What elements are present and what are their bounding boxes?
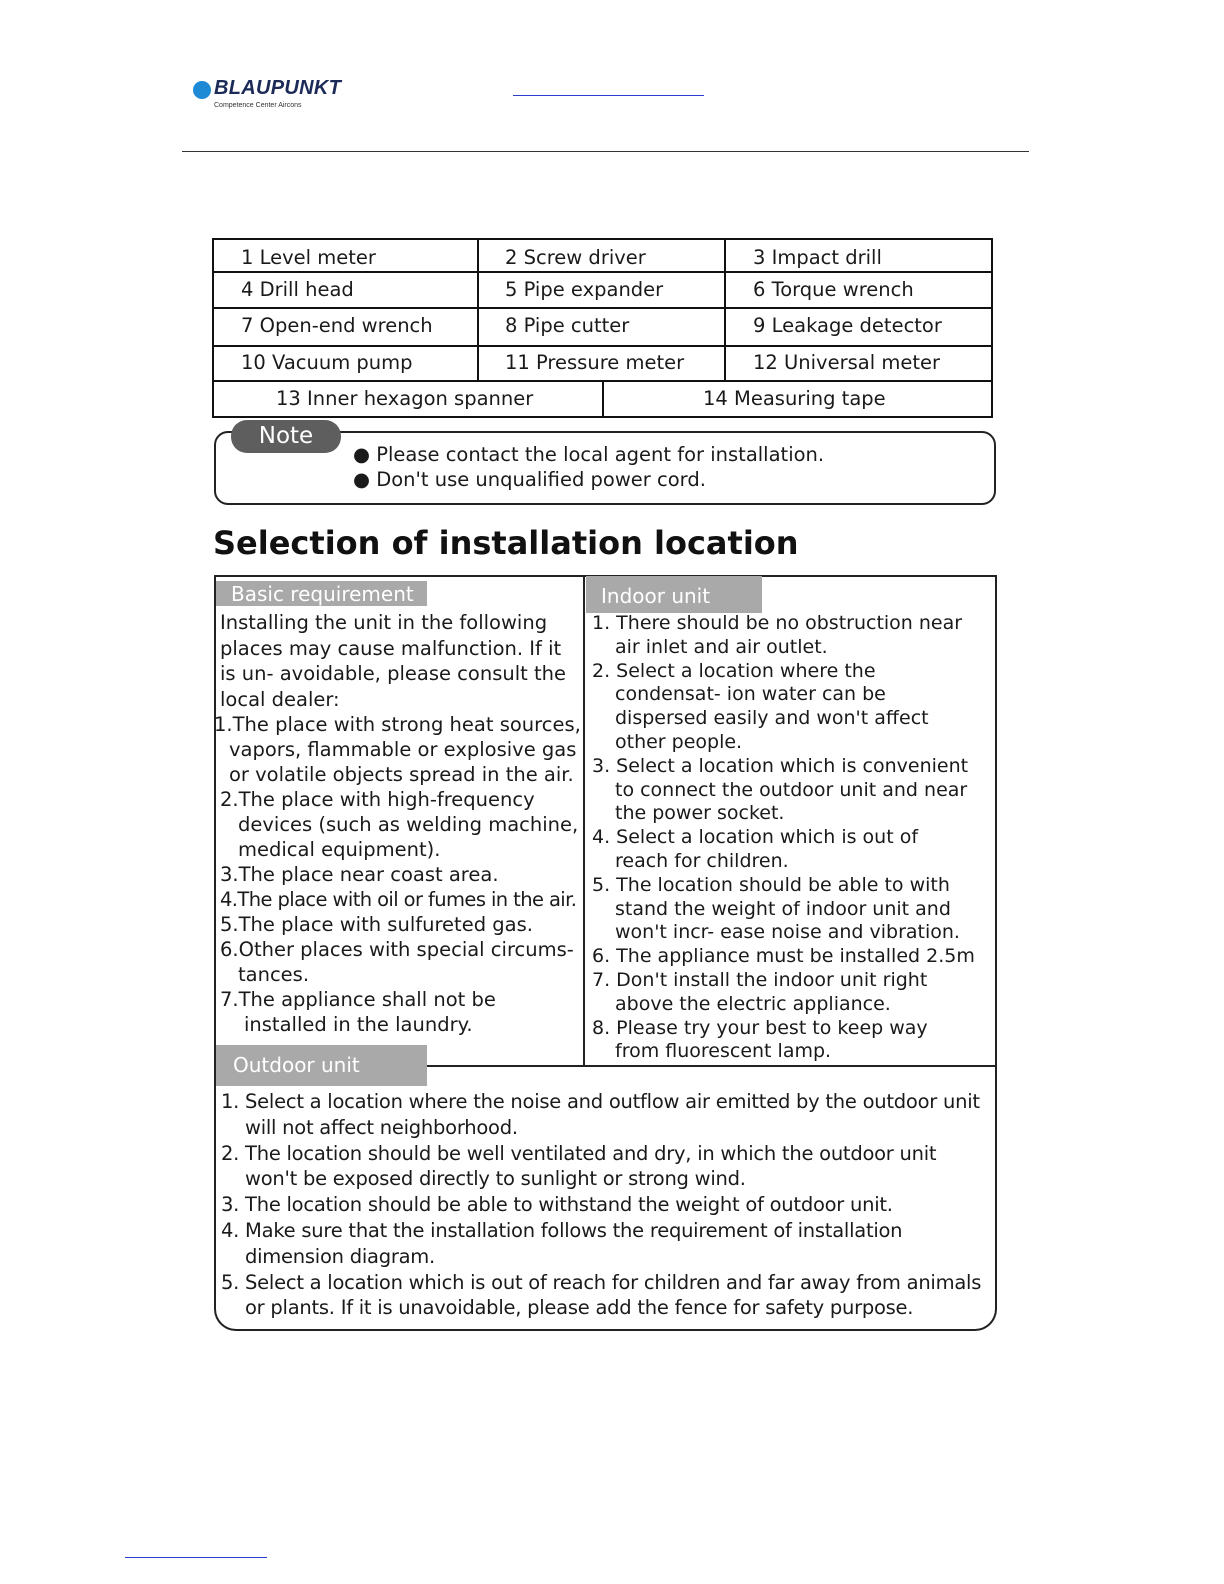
list-item: condensat- ion water can be bbox=[615, 683, 886, 706]
brand-tagline: Competence Center Aircons bbox=[214, 102, 302, 109]
list-item: 7.The appliance shall not be bbox=[220, 988, 496, 1011]
list-item: installed in the laundry. bbox=[244, 1013, 473, 1036]
table-divider bbox=[214, 380, 991, 382]
list-item: the power socket. bbox=[615, 802, 785, 825]
tool-cell: 12 Universal meter bbox=[753, 351, 940, 374]
footer-link[interactable] bbox=[125, 1557, 267, 1558]
list-item: 5. Select a location which is out of reach for children and far away from animals bbox=[221, 1270, 982, 1294]
frame-divider bbox=[583, 575, 585, 1067]
list-item: won't be exposed directly to sunlight or strong wind. bbox=[245, 1167, 746, 1191]
tool-cell: 7 Open-end wrench bbox=[241, 314, 433, 337]
list-item: 5. The location should be able to with bbox=[592, 873, 950, 896]
brand-logo-dot-icon bbox=[193, 81, 211, 99]
list-item: 3.The place near coast area. bbox=[220, 863, 499, 886]
frame-divider bbox=[426, 1065, 997, 1067]
list-item: 8. Please try your best to keep way bbox=[592, 1016, 928, 1039]
brand-name: BLAUPUNKT bbox=[214, 77, 342, 99]
list-item: 1. Select a location where the noise and outflow air emitted by the outdoor unit bbox=[221, 1090, 980, 1113]
list-item: medical equipment). bbox=[238, 838, 441, 861]
list-item: 3. Select a location which is convenient bbox=[592, 754, 969, 777]
tool-cell: 11 Pressure meter bbox=[505, 351, 685, 374]
tool-cell: 3 Impact drill bbox=[753, 246, 882, 269]
list-item: 4. Select a location which is out of bbox=[592, 826, 919, 849]
tool-cell: 13 Inner hexagon spanner bbox=[276, 387, 534, 410]
table-divider bbox=[602, 380, 604, 418]
list-item: to connect the outdoor unit and near bbox=[615, 778, 968, 801]
table-divider bbox=[214, 271, 991, 273]
tool-cell: 14 Measuring tape bbox=[703, 387, 886, 410]
tool-cell: 2 Screw driver bbox=[505, 246, 646, 269]
tool-cell: 10 Vacuum pump bbox=[241, 351, 413, 374]
list-item: above the electric appliance. bbox=[615, 992, 891, 1015]
list-item: reach for children. bbox=[615, 849, 789, 872]
tool-cell: 4 Drill head bbox=[241, 278, 354, 301]
list-item: or volatile objects spread in the air. bbox=[229, 763, 574, 786]
note-item: ● Please contact the local agent for installation. bbox=[353, 443, 825, 466]
header-divider bbox=[182, 151, 1029, 152]
list-item: 2. Select a location where the bbox=[592, 659, 876, 682]
list-item: stand the weight of indoor unit and bbox=[615, 897, 951, 920]
list-item: 4.The place with oil or fumes in the air. bbox=[220, 888, 577, 911]
tool-cell: 8 Pipe cutter bbox=[505, 314, 630, 337]
list-item: 3. The location should be able to withstand the weight of outdoor unit. bbox=[221, 1193, 893, 1217]
list-item: 6. The appliance must be installed 2.5m bbox=[592, 945, 975, 968]
list-item: tances. bbox=[238, 963, 310, 986]
tool-cell: 1 Level meter bbox=[241, 246, 376, 269]
list-item: dimension diagram. bbox=[245, 1244, 435, 1268]
text-line: local dealer: bbox=[220, 687, 340, 711]
indoor-unit-heading: Indoor unit bbox=[586, 576, 762, 613]
list-item: or plants. If it is unavoidable, please add the fence for safety purpose. bbox=[245, 1296, 914, 1320]
outdoor-unit-heading: Outdoor unit bbox=[216, 1045, 427, 1086]
table-divider bbox=[477, 240, 479, 380]
text-line: is un- avoidable, please consult the bbox=[220, 662, 566, 685]
basic-requirement-heading: Basic requirement bbox=[216, 581, 427, 606]
basic-requirement-intro bbox=[220, 610, 566, 712]
list-item: 2. The location should be well ventilated and dry, in which the outdoor unit bbox=[221, 1141, 937, 1165]
text-line: places may cause malfunction. If it bbox=[220, 636, 562, 660]
table-divider bbox=[724, 240, 726, 380]
list-item: 1.The place with strong heat sources, bbox=[214, 713, 581, 736]
tool-cell: 5 Pipe expander bbox=[505, 278, 664, 301]
note-item: ● Don't use unqualified power cord. bbox=[353, 468, 706, 491]
list-item: 7. Don't install the indoor unit right bbox=[592, 968, 928, 991]
list-item: devices (such as welding machine, bbox=[238, 813, 579, 836]
table-divider bbox=[214, 307, 991, 309]
list-item: will not affect neighborhood. bbox=[245, 1115, 518, 1139]
tools-table bbox=[212, 238, 993, 418]
list-item: 5.The place with sulfureted gas. bbox=[220, 913, 533, 936]
basic-requirement-list bbox=[214, 712, 581, 1037]
tool-cell: 6 Torque wrench bbox=[753, 278, 914, 301]
list-item: 6.Other places with special circums- bbox=[220, 938, 574, 961]
note-label: Note bbox=[231, 420, 341, 453]
list-item: dispersed easily and won't affect bbox=[615, 707, 929, 730]
list-item: air inlet and air outlet. bbox=[615, 635, 828, 658]
list-item: vapors, flammable or explosive gas bbox=[229, 738, 577, 761]
indoor-unit-list bbox=[592, 612, 975, 1064]
list-item: 1. There should be no obstruction near bbox=[592, 612, 963, 634]
text-line: Installing the unit in the following bbox=[220, 611, 548, 634]
section-title: Selection of installation location bbox=[213, 524, 799, 562]
list-item: won't incr- ease noise and vibration. bbox=[615, 921, 960, 944]
list-item: 2.The place with high-frequency bbox=[220, 788, 535, 811]
tool-cell: 9 Leakage detector bbox=[753, 314, 942, 337]
list-item: from fluorescent lamp. bbox=[615, 1040, 832, 1063]
list-item: other people. bbox=[615, 730, 743, 753]
table-divider bbox=[214, 345, 991, 347]
list-item: 4. Make sure that the installation follows the requirement of installation bbox=[221, 1218, 903, 1242]
outdoor-unit-list bbox=[221, 1089, 981, 1321]
header-link[interactable] bbox=[513, 95, 704, 96]
